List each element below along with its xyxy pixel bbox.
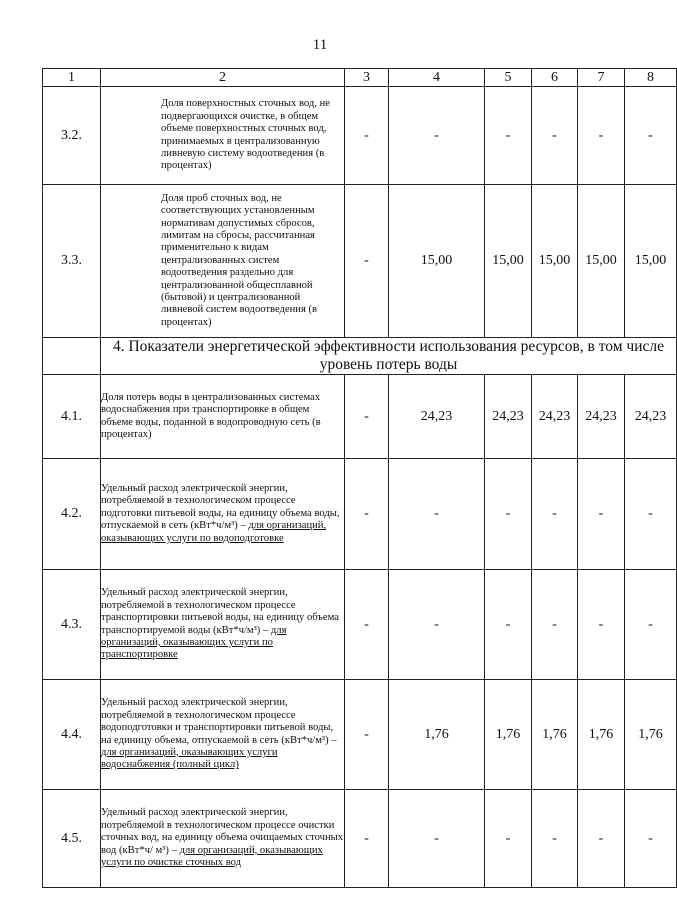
header-cell: 3: [345, 69, 389, 87]
value-cell: -: [485, 459, 532, 570]
header-cell: 4: [389, 69, 485, 87]
row-number: 4.2.: [43, 459, 101, 570]
page-number: 11: [312, 37, 328, 53]
row-description: [101, 570, 345, 680]
value-cell: -: [485, 790, 532, 888]
section-title: 4. Показатели энергетической эффективности использования ресурсов, в том числе уровень потерь воды: [101, 338, 677, 375]
value-cell: -: [345, 459, 389, 570]
value-cell: 15,00: [578, 185, 625, 338]
table-row: [43, 570, 677, 680]
row-description-tail: для организаций, оказывающих услуги водоснабжения (полный цикл): [101, 746, 278, 771]
row-description: [101, 87, 345, 185]
value-cell: -: [389, 570, 485, 680]
header-cell: 5: [485, 69, 532, 87]
value-cell: 15,00: [625, 185, 677, 338]
value-cell: -: [532, 790, 578, 888]
value-cell: -: [345, 680, 389, 790]
value-cell: 24,23: [389, 375, 485, 459]
value-cell: 24,23: [532, 375, 578, 459]
header-cell: 1: [43, 69, 101, 87]
value-cell: 15,00: [389, 185, 485, 338]
row-description: [101, 680, 345, 790]
value-cell: -: [625, 459, 677, 570]
value-cell: 1,76: [578, 680, 625, 790]
value-cell: -: [389, 790, 485, 888]
value-cell: -: [345, 790, 389, 888]
table-row: [43, 87, 677, 185]
value-cell: -: [625, 570, 677, 680]
value-cell: -: [532, 570, 578, 680]
header-cell: 7: [578, 69, 625, 87]
row-description-tail: для организаций, оказывающих услуги по транспортировке: [101, 624, 287, 661]
value-cell: -: [578, 570, 625, 680]
value-cell: -: [532, 87, 578, 185]
row-description-text: Удельный расход электрической энергии, потребляемой в технологическом процессе подготовки питьевой воды, на единицу объема воды, отпускаемой в сеть (кВт*ч/м³) –: [101, 482, 340, 532]
value-cell: 15,00: [532, 185, 578, 338]
row-number: 4.3.: [43, 570, 101, 680]
row-number: 3.2.: [43, 87, 101, 185]
value-cell: 24,23: [625, 375, 677, 459]
value-cell: -: [345, 375, 389, 459]
value-cell: -: [578, 87, 625, 185]
table-row: [43, 375, 677, 459]
table-row: [43, 185, 677, 338]
header-cell: 8: [625, 69, 677, 87]
row-description-text: Удельный расход электрической энергии, потребляемой в технологическом процессе очистки сточных вод, на единицу объема очищаемых сточных вод (кВт*ч/ м³) –: [101, 807, 344, 856]
row-description-text: Удельный расход электрической энергии, потребляемой в технологическом процессе водоподготовки и транспортировки питьевой воды, на единицу объема, отпускаемой в сеть (кВт*ч/м³) –: [101, 697, 337, 746]
section-header-row: [43, 338, 677, 375]
row-description: [101, 185, 345, 338]
row-description: [101, 375, 345, 459]
value-cell: -: [625, 87, 677, 185]
value-cell: -: [389, 459, 485, 570]
header-cell: 6: [532, 69, 578, 87]
value-cell: -: [345, 570, 389, 680]
value-cell: 1,76: [532, 680, 578, 790]
row-number: 4.4.: [43, 680, 101, 790]
value-cell: 24,23: [578, 375, 625, 459]
value-cell: -: [578, 790, 625, 888]
row-description-tail: для организаций, оказывающих услуги по водоподготовке: [101, 520, 327, 544]
row-description: [101, 790, 345, 888]
row-number: 4.1.: [43, 375, 101, 459]
row-number: 3.3.: [43, 185, 101, 338]
value-cell: 1,76: [485, 680, 532, 790]
row-number: 4.5.: [43, 790, 101, 888]
table-row: [43, 790, 677, 888]
value-cell: -: [485, 87, 532, 185]
row-description: [101, 459, 345, 570]
value-cell: -: [485, 570, 532, 680]
indicators-table: [42, 68, 677, 888]
table-row: [43, 459, 677, 570]
value-cell: 1,76: [625, 680, 677, 790]
row-description-text: Доля поверхностных сточных вод, не подвергающихся очистке, в общем объеме поверхностных сточных вод, принимаемых в централизованную ливневую систему водоотведения (в процентах): [161, 98, 330, 172]
table-row: [43, 680, 677, 790]
row-description-tail: для организаций, оказывающих услуги по очистке сточных вод: [101, 844, 323, 869]
value-cell: -: [345, 185, 389, 338]
value-cell: 15,00: [485, 185, 532, 338]
value-cell: -: [532, 459, 578, 570]
row-description-text: Доля проб сточных вод, не соответствующих установленным нормативам допустимых сбросов, лимитам на сбросы, рассчитанная применительно к видам централизованных систем водоотведения раздельно для централизованной общесплавной (бытовой) и централизованной ливневой систем водоотведения (в процентах): [161, 192, 318, 328]
value-cell: 24,23: [485, 375, 532, 459]
value-cell: -: [389, 87, 485, 185]
value-cell: -: [625, 790, 677, 888]
value-cell: 1,76: [389, 680, 485, 790]
header-cell: 2: [101, 69, 345, 87]
value-cell: -: [345, 87, 389, 185]
header-row: [43, 69, 677, 87]
row-description-text: Доля потерь воды в централизованных системах водоснабжения при транспортировке в общем объеме воды, поданной в водопроводную сеть (в процентах): [101, 391, 321, 440]
row-description-text: Удельный расход электрической энергии, потребляемой в технологическом процессе транспортировки питьевой воды, на единицу объема транспортируемой воды (кВт*ч/м³) –: [101, 587, 339, 636]
value-cell: -: [578, 459, 625, 570]
